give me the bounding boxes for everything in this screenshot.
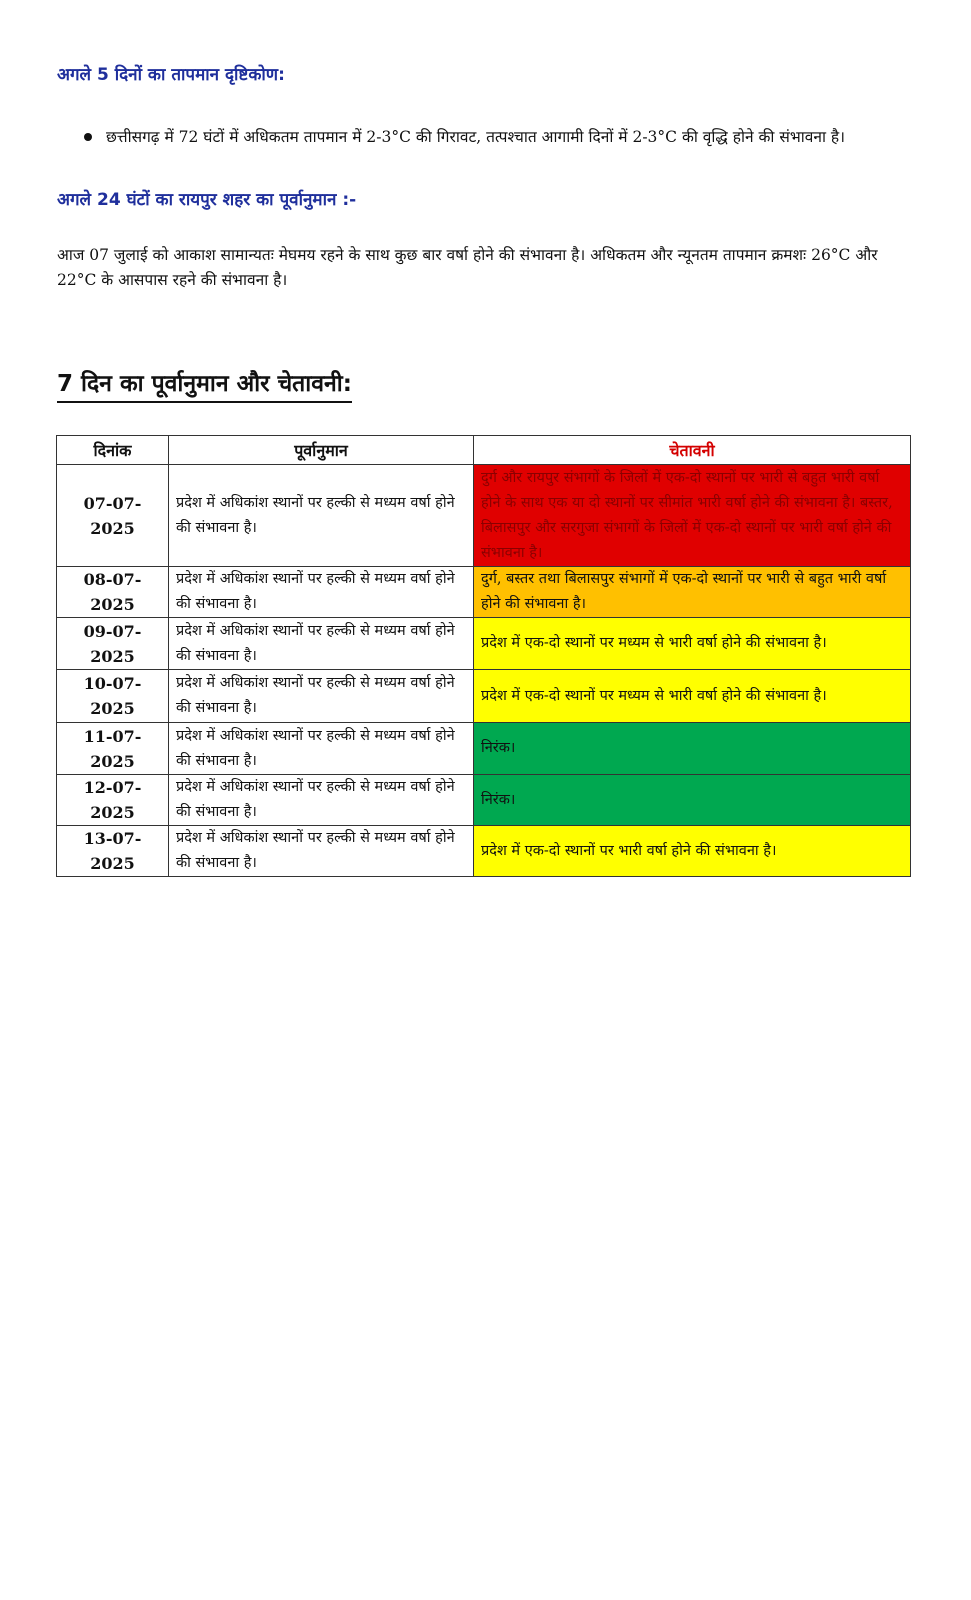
column-header-date: दिनांक xyxy=(57,436,169,465)
forecast-cell: प्रदेश में अधिकांश स्थानों पर हल्की से मध्यम वर्षा होने की संभावना है। xyxy=(169,567,474,618)
forecast-cell: प्रदेश में अधिकांश स्थानों पर हल्की से मध्यम वर्षा होने की संभावना है। xyxy=(169,775,474,826)
warning-cell: प्रदेश में एक-दो स्थानों पर भारी वर्षा होने की संभावना है। xyxy=(474,826,911,877)
date-cell: 11-07-2025 xyxy=(57,723,169,775)
list-item xyxy=(84,127,924,147)
seven-day-forecast-title: 7 दिन का पूर्वानुमान और चेतावनी: xyxy=(57,368,352,403)
date-cell: 07-07-2025 xyxy=(57,465,169,567)
table-row xyxy=(57,465,911,567)
warning-cell: प्रदेश में एक-दो स्थानों पर मध्यम से भारी वर्षा होने की संभावना है। xyxy=(474,618,911,670)
column-header-warning: चेतावनी xyxy=(474,436,911,465)
forecast-warning-table xyxy=(56,435,911,877)
forecast-cell: प्रदेश में अधिकांश स्थानों पर हल्की से मध्यम वर्षा होने की संभावना है। xyxy=(169,465,474,567)
date-cell: 12-07-2025 xyxy=(57,775,169,826)
table-row xyxy=(57,618,911,670)
forecast-cell: प्रदेश में अधिकांश स्थानों पर हल्की से मध्यम वर्षा होने की संभावना है। xyxy=(169,670,474,723)
table-row xyxy=(57,670,911,723)
date-cell: 09-07-2025 xyxy=(57,618,169,670)
warning-cell: दुर्ग, बस्तर तथा बिलासपुर संभागों में एक-दो स्थानों पर भारी से बहुत भारी वर्षा होने की संभावना है। xyxy=(474,567,911,618)
bullet-icon xyxy=(84,133,92,141)
forecast-cell: प्रदेश में अधिकांश स्थानों पर हल्की से मध्यम वर्षा होने की संभावना है। xyxy=(169,826,474,877)
warning-cell: निरंक। xyxy=(474,723,911,775)
table-header-row xyxy=(57,436,911,465)
table-row xyxy=(57,826,911,877)
forecast-cell: प्रदेश में अधिकांश स्थानों पर हल्की से मध्यम वर्षा होने की संभावना है। xyxy=(169,618,474,670)
raipur-forecast-heading: अगले 24 घंटों का रायपुर शहर का पूर्वानुमान :- xyxy=(57,190,357,210)
date-cell: 13-07-2025 xyxy=(57,826,169,877)
date-cell: 10-07-2025 xyxy=(57,670,169,723)
table-row xyxy=(57,567,911,618)
column-header-forecast: पूर्वानुमान xyxy=(169,436,474,465)
warning-cell: दुर्ग और रायपुर संभागों के जिलों में एक-दो स्थानों पर भारी से बहुत भारी वर्षा होने के साथ एक या दो स्थानों पर सीमांत भारी वर्षा होने की संभावना है। बस्तर, बिलासपुर और सरगुजा संभागों के जिलों में एक-दो स्थानों पर भारी वर्षा होने की संभावना है। xyxy=(474,465,911,567)
warning-cell: निरंक। xyxy=(474,775,911,826)
temperature-outlook-text: छत्तीसगढ़ में 72 घंटों में अधिकतम तापमान में 2-3°C की गिरावट, तत्पश्चात आगामी दिनों में 2-3°C की वृद्धि होने की संभावना है। xyxy=(106,128,846,146)
warning-cell: प्रदेश में एक-दो स्थानों पर मध्यम से भारी वर्षा होने की संभावना है। xyxy=(474,670,911,723)
table-row xyxy=(57,775,911,826)
date-cell: 08-07-2025 xyxy=(57,567,169,618)
raipur-forecast-text: आज 07 जुलाई को आकाश सामान्यतः मेघमय रहने के साथ कुछ बार वर्षा होने की संभावना है। अधिकतम और न्यूनतम तापमान क्रमशः 26°C और 22°C के आसपास रहने की संभावना है। xyxy=(57,246,878,289)
table-row xyxy=(57,723,911,775)
forecast-cell: प्रदेश में अधिकांश स्थानों पर हल्की से मध्यम वर्षा होने की संभावना है। xyxy=(169,723,474,775)
temperature-outlook-heading: अगले 5 दिनों का तापमान दृष्टिकोण: xyxy=(57,65,285,85)
